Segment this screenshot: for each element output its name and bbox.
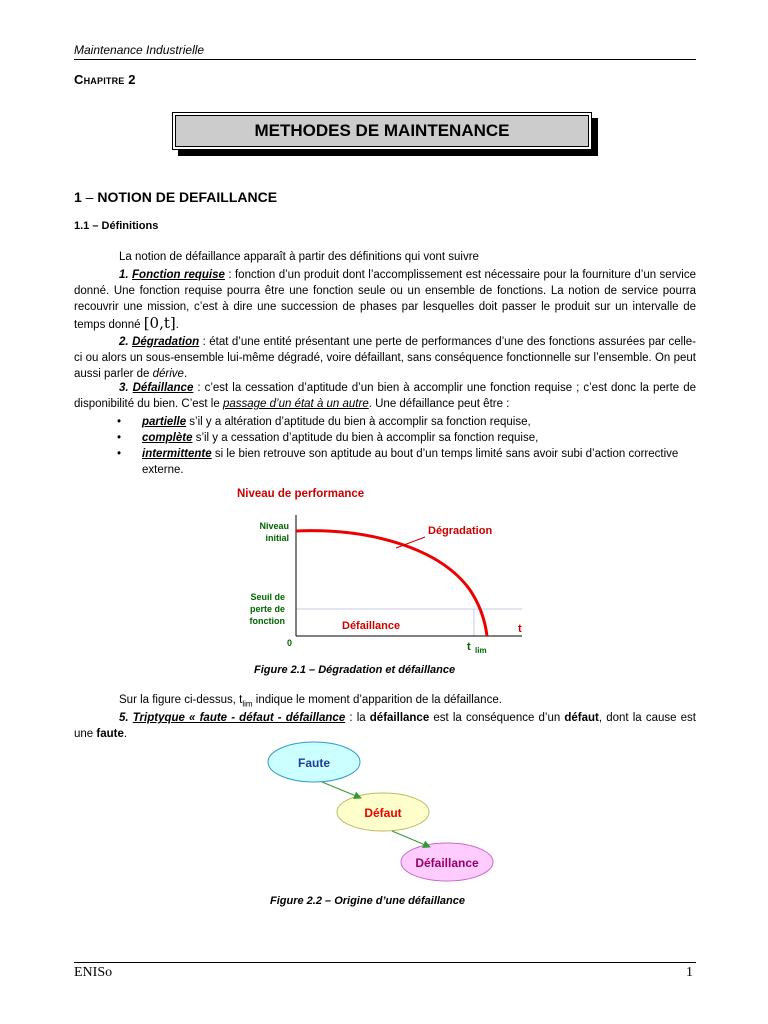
bullet-term: partielle [142, 416, 187, 428]
fig2-arrow-2 [392, 831, 430, 847]
bullet-term: intermittente [142, 448, 212, 460]
def2-end: . [183, 368, 188, 380]
bullet-icon: • [117, 416, 122, 428]
def5-word-2: défaut [564, 712, 599, 724]
def1-end: . [175, 319, 179, 331]
def3-number: 3. [119, 382, 129, 394]
fig2-node-fault-label: Faute [297, 756, 331, 770]
def1-interval: [0,t] [143, 314, 176, 332]
fig-expl-sub: lim [242, 699, 253, 709]
def5-term: Triptyque « faute - défaut - défaillance [132, 712, 346, 724]
fig2-arrow-1 [322, 782, 361, 798]
bullet-icon: • [117, 448, 122, 460]
section-number: 1 [74, 189, 82, 205]
def1-text: : fonction d’un produit dont l’accomplissement est nécessaire pour la fourniture d’un service donné. Une fonction requise pourra être une fonction seule ou un ensemble de fonctions. La notion de service pourra recouvrir une mission, c’est à dire une succession de phases par lesquelles doit passer le produit sur un intervalle de temps donné [74, 269, 696, 331]
fig1-initial-label-1: Niveau [259, 521, 289, 531]
def1-term: Fonction requise [132, 269, 225, 281]
figure2-caption [270, 895, 465, 907]
def2-italic: dérive [152, 368, 184, 380]
bullet-text: s’il y a altération d’aptitude du bien à accomplir sa fonction requise, [186, 416, 531, 428]
fig1-tlim-sub: lim [475, 646, 487, 655]
fig-expl-b: indique le moment d’apparition de la défaillance. [252, 694, 502, 706]
fig2-node-defect-label: Défaut [364, 806, 402, 820]
intro-text: La notion de défaillance apparaît à partir des définitions qui vont suivre [119, 251, 479, 263]
fig1-threshold-label-3: fonction [249, 616, 285, 626]
bullet-text: si le bien retrouve son aptitude au bout d’un temps limité sans avoir subi d’action corrective externe. [142, 448, 679, 476]
def2-text: : état d’une entité présentant une perte de performances d’une des fonctions assurées par celle-ci ou alors un sous-ensemble lui-même dégradé, voire défaillant, sans conséquence fonctionnelle sur l’ensemble. On peut aussi parler de [74, 336, 696, 380]
fig1-initial-label-2: initial [265, 533, 289, 543]
bullet-term: complète [142, 432, 193, 444]
fig1-caption-a: Figure 2.1 [254, 664, 306, 676]
def5-text-2: est la conséquence d’un [429, 712, 565, 724]
def3-term: Défaillance [132, 382, 194, 394]
fig1-threshold-label-2: perte de [249, 604, 285, 614]
fig2-caption-a: Figure 2.2 [270, 895, 322, 907]
chapter-label: Chapitre 2 [74, 72, 136, 87]
fig2-node-failure-label: Défaillance [415, 856, 479, 870]
fig-expl-a: Sur la figure ci-dessus, t [119, 694, 243, 706]
def5-end: . [123, 728, 128, 740]
fig1-origin: 0 [286, 638, 292, 648]
def3-end: . Une défaillance peut être : [368, 398, 510, 410]
def5-word-1: défaillance [369, 712, 430, 724]
subsection-heading: 1.1 – Définitions [74, 220, 159, 232]
fig1-caption-b: – Dégradation et défaillance [305, 664, 456, 676]
bullet-icon: • [117, 432, 122, 444]
fig2-caption-b: – Origine d’une défaillance [321, 895, 466, 907]
main-title: METHODES DE MAINTENANCE [172, 112, 592, 150]
def5-text: : la [345, 712, 370, 724]
page-number: 1 [686, 965, 693, 980]
def3-text: : c’est la cessation d’aptitude d’un bien à accomplir une fonction requise ; c’est donc la perte de disponibilité du bien. C’est le [74, 382, 696, 410]
def5-word-3: faute [96, 728, 124, 740]
fig1-tlim-t: t [467, 641, 471, 653]
def5-number: 5. [119, 712, 129, 724]
fig1-zone-label: Défaillance [342, 620, 401, 632]
fig1-y-title: Niveau de performance [237, 488, 365, 500]
def5-text-3: , dont la cause est une [74, 712, 696, 740]
fig1-time-label: t [518, 623, 522, 635]
def2-number: 2. [119, 336, 129, 348]
footer-rule [74, 962, 696, 963]
running-header: Maintenance Industrielle [74, 43, 205, 57]
footer-institution: ENISo [74, 965, 113, 980]
section-title: NOTION DE DEFAILLANCE [97, 189, 278, 205]
def1-number: 1. [119, 269, 129, 281]
section-dash: – [81, 189, 98, 205]
bullet-text: s’il y a cessation d’aptitude du bien à accomplir sa fonction requise, [192, 432, 539, 444]
def2-term: Dégradation [132, 336, 200, 348]
fig1-threshold-label-1: Seuil de [250, 592, 285, 602]
fig1-curve-label: Dégradation [428, 525, 493, 537]
def3-underlined: passage d’un état à un autre [222, 398, 369, 410]
